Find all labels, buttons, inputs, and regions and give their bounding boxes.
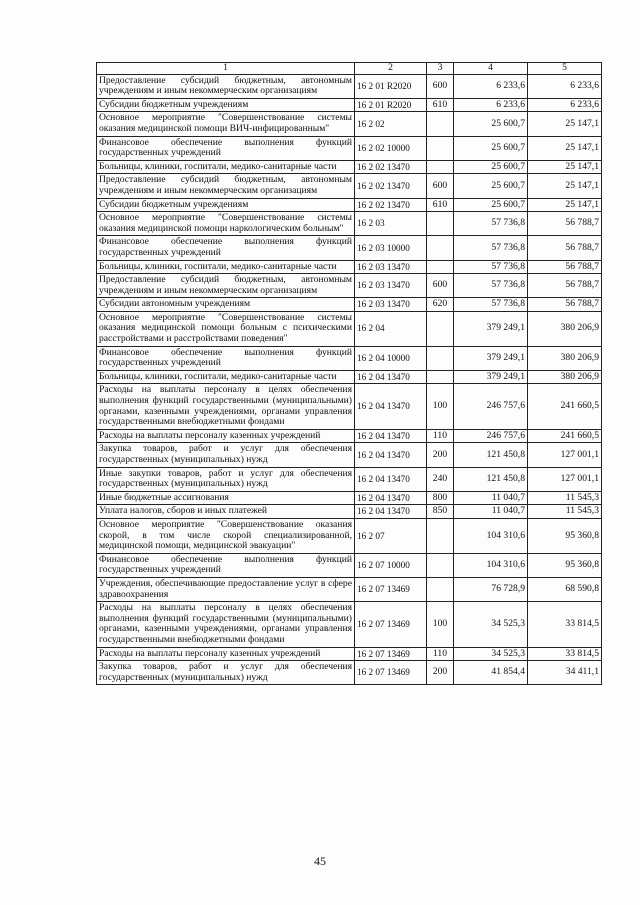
- row-expense-type-cell: 240: [427, 467, 454, 491]
- table-row: [97, 198, 602, 212]
- table-row: [97, 74, 602, 98]
- row-name-cell: Предоставление субсидий бюджетным, автономным учреждениям и иным некоммерческим организациям: [97, 274, 355, 298]
- row-name-cell: Иные бюджетные ассигнования: [97, 491, 355, 505]
- row-code-cell: 16 2 03 13470: [355, 298, 427, 312]
- col-header-name: 1: [97, 63, 355, 75]
- table-row: [97, 298, 602, 312]
- table-row: [97, 661, 602, 685]
- table-row: [97, 429, 602, 443]
- row-expense-type-cell: 850: [427, 505, 454, 519]
- row-code-cell: 16 2 04 13470: [355, 384, 427, 429]
- table-row: [97, 212, 602, 236]
- table-row: [97, 236, 602, 260]
- table-row: [97, 346, 602, 370]
- row-year2-amount-cell: 25 147,1: [528, 160, 602, 174]
- row-year1-amount-cell: 379 249,1: [454, 346, 528, 370]
- row-expense-type-cell: [427, 212, 454, 236]
- table-body: [97, 74, 602, 685]
- row-name-cell: Основное мероприятие "Совершенствование системы оказания медицинской помощи наркологическим больным": [97, 212, 355, 236]
- row-year2-amount-cell: 25 147,1: [528, 198, 602, 212]
- row-name-cell: Финансовое обеспечение выполнения функций государственных учреждений: [97, 346, 355, 370]
- budget-table: [96, 62, 602, 685]
- row-code-cell: 16 2 03 13470: [355, 274, 427, 298]
- row-code-cell: 16 2 07 13469: [355, 647, 427, 661]
- row-year2-amount-cell: 25 147,1: [528, 136, 602, 160]
- row-year2-amount-cell: 33 814,5: [528, 602, 602, 647]
- table-row: [97, 112, 602, 136]
- row-year2-amount-cell: 34 411,1: [528, 661, 602, 685]
- row-code-cell: 16 2 03: [355, 212, 427, 236]
- table-row: [97, 518, 602, 553]
- row-code-cell: 16 2 04 13470: [355, 370, 427, 384]
- row-name-cell: Субсидии бюджетным учреждениям: [97, 198, 355, 212]
- row-year1-amount-cell: 57 736,8: [454, 298, 528, 312]
- row-name-cell: Предоставление субсидий бюджетным, автономным учреждениям и иным некоммерческим организациям: [97, 174, 355, 198]
- row-name-cell: Расходы на выплаты персоналу в целях обеспечения выполнения функций государственными (муниципальными) органами, казенными учреждениями, органами управления государственными внебюджетными фондами: [97, 602, 355, 647]
- row-code-cell: 16 2 07 13469: [355, 577, 427, 601]
- table-row: [97, 136, 602, 160]
- row-year1-amount-cell: 76 728,9: [454, 577, 528, 601]
- row-name-cell: Расходы на выплаты персоналу в целях обеспечения выполнения функций государственными (муниципальными) органами, казенными учреждениями, органами управления государственными внебюджетными фондами: [97, 384, 355, 429]
- row-code-cell: 16 2 07: [355, 518, 427, 553]
- row-year1-amount-cell: 246 757,6: [454, 429, 528, 443]
- row-year1-amount-cell: 25 600,7: [454, 160, 528, 174]
- row-expense-type-cell: 610: [427, 98, 454, 112]
- table-row: [97, 98, 602, 112]
- col-header-code: 2: [355, 63, 427, 75]
- row-code-cell: 16 2 03 13470: [355, 260, 427, 274]
- row-year1-amount-cell: 25 600,7: [454, 112, 528, 136]
- row-expense-type-cell: [427, 260, 454, 274]
- row-code-cell: 16 2 02 10000: [355, 136, 427, 160]
- row-year2-amount-cell: 95 360,8: [528, 518, 602, 553]
- row-year2-amount-cell: 56 788,7: [528, 298, 602, 312]
- table-row: [97, 602, 602, 647]
- row-code-cell: 16 2 03 10000: [355, 236, 427, 260]
- row-expense-type-cell: [427, 160, 454, 174]
- row-expense-type-cell: 100: [427, 602, 454, 647]
- row-expense-type-cell: 610: [427, 198, 454, 212]
- row-code-cell: 16 2 02 13470: [355, 160, 427, 174]
- row-name-cell: Закупка товаров, работ и услуг для обеспечения государственных (муниципальных) нужд: [97, 661, 355, 685]
- row-name-cell: Финансовое обеспечение выполнения функций государственных учреждений: [97, 236, 355, 260]
- row-code-cell: 16 2 04 10000: [355, 346, 427, 370]
- row-year2-amount-cell: 56 788,7: [528, 212, 602, 236]
- row-year2-amount-cell: 33 814,5: [528, 647, 602, 661]
- row-year2-amount-cell: 68 590,8: [528, 577, 602, 601]
- row-expense-type-cell: 110: [427, 429, 454, 443]
- row-year1-amount-cell: 25 600,7: [454, 174, 528, 198]
- table-row: [97, 311, 602, 346]
- row-expense-type-cell: [427, 577, 454, 601]
- row-name-cell: Предоставление субсидий бюджетным, автономным учреждениям и иным некоммерческим организациям: [97, 74, 355, 98]
- row-name-cell: Субсидии бюджетным учреждениям: [97, 98, 355, 112]
- table-row: [97, 577, 602, 601]
- row-expense-type-cell: 600: [427, 174, 454, 198]
- row-name-cell: Основное мероприятие "Совершенствование системы оказания медицинской помощи ВИЧ-инфицированным": [97, 112, 355, 136]
- row-year1-amount-cell: 121 450,8: [454, 443, 528, 467]
- table-row: [97, 505, 602, 519]
- row-name-cell: Расходы на выплаты персоналу казенных учреждений: [97, 647, 355, 661]
- table-row: [97, 647, 602, 661]
- row-year1-amount-cell: 246 757,6: [454, 384, 528, 429]
- row-code-cell: 16 2 02 13470: [355, 198, 427, 212]
- row-year1-amount-cell: 25 600,7: [454, 136, 528, 160]
- row-name-cell: Больницы, клиники, госпитали, медико-санитарные части: [97, 260, 355, 274]
- row-code-cell: 16 2 04 13470: [355, 429, 427, 443]
- row-year1-amount-cell: 57 736,8: [454, 236, 528, 260]
- row-code-cell: 16 2 02 13470: [355, 174, 427, 198]
- row-name-cell: Закупка товаров, работ и услуг для обеспечения государственных (муниципальных) нужд: [97, 443, 355, 467]
- table-row: [97, 467, 602, 491]
- row-expense-type-cell: 200: [427, 661, 454, 685]
- row-expense-type-cell: [427, 236, 454, 260]
- row-year1-amount-cell: 11 040,7: [454, 505, 528, 519]
- row-year2-amount-cell: 56 788,7: [528, 260, 602, 274]
- row-expense-type-cell: [427, 112, 454, 136]
- page-number: 45: [314, 854, 326, 868]
- row-year1-amount-cell: 379 249,1: [454, 311, 528, 346]
- row-name-cell: Иные закупки товаров, работ и услуг для обеспечения государственных (муниципальных) нужд: [97, 467, 355, 491]
- row-expense-type-cell: 800: [427, 491, 454, 505]
- row-code-cell: 16 2 04 13470: [355, 467, 427, 491]
- row-year2-amount-cell: 11 545,3: [528, 491, 602, 505]
- row-expense-type-cell: [427, 136, 454, 160]
- col-header-year2: 5: [528, 63, 602, 75]
- row-year2-amount-cell: 56 788,7: [528, 274, 602, 298]
- row-code-cell: 16 2 02: [355, 112, 427, 136]
- row-year1-amount-cell: 34 525,3: [454, 602, 528, 647]
- table-header-row: [97, 63, 602, 75]
- table-row: [97, 160, 602, 174]
- row-year1-amount-cell: 57 736,8: [454, 212, 528, 236]
- row-expense-type-cell: [427, 553, 454, 577]
- row-code-cell: 16 2 07 13469: [355, 602, 427, 647]
- table-row: [97, 174, 602, 198]
- row-name-cell: Расходы на выплаты персоналу казенных учреждений: [97, 429, 355, 443]
- row-name-cell: Уплата налогов, сборов и иных платежей: [97, 505, 355, 519]
- col-header-expense-type: 3: [427, 63, 454, 75]
- table-row: [97, 370, 602, 384]
- table-row: [97, 491, 602, 505]
- table-row: [97, 553, 602, 577]
- row-year1-amount-cell: 11 040,7: [454, 491, 528, 505]
- row-year2-amount-cell: 380 206,9: [528, 311, 602, 346]
- row-expense-type-cell: 600: [427, 274, 454, 298]
- table-row: [97, 384, 602, 429]
- row-expense-type-cell: [427, 370, 454, 384]
- row-code-cell: 16 2 01 R2020: [355, 98, 427, 112]
- row-year1-amount-cell: 104 310,6: [454, 518, 528, 553]
- row-code-cell: 16 2 04 13470: [355, 491, 427, 505]
- row-name-cell: Основное мероприятие "Совершенствование оказания скорой, в том числе скорой специализированной, медицинской помощи, медицинской эвакуации": [97, 518, 355, 553]
- row-year1-amount-cell: 6 233,6: [454, 98, 528, 112]
- col-header-year1: 4: [454, 63, 528, 75]
- row-name-cell: Учреждения, обеспечивающие предоставление услуг в сфере здравоохранения: [97, 577, 355, 601]
- row-expense-type-cell: 110: [427, 647, 454, 661]
- row-name-cell: Финансовое обеспечение выполнения функций государственных учреждений: [97, 553, 355, 577]
- row-year2-amount-cell: 25 147,1: [528, 112, 602, 136]
- row-year2-amount-cell: 241 660,5: [528, 429, 602, 443]
- row-year2-amount-cell: 95 360,8: [528, 553, 602, 577]
- row-expense-type-cell: [427, 311, 454, 346]
- row-year2-amount-cell: 25 147,1: [528, 174, 602, 198]
- row-year1-amount-cell: 34 525,3: [454, 647, 528, 661]
- row-expense-type-cell: 600: [427, 74, 454, 98]
- row-year2-amount-cell: 127 001,1: [528, 443, 602, 467]
- row-code-cell: 16 2 07 10000: [355, 553, 427, 577]
- table-row: [97, 443, 602, 467]
- row-expense-type-cell: [427, 518, 454, 553]
- row-expense-type-cell: [427, 346, 454, 370]
- row-code-cell: 16 2 04 13470: [355, 505, 427, 519]
- row-expense-type-cell: 100: [427, 384, 454, 429]
- row-year2-amount-cell: 380 206,9: [528, 346, 602, 370]
- row-name-cell: Больницы, клиники, госпитали, медико-санитарные части: [97, 370, 355, 384]
- row-name-cell: Больницы, клиники, госпитали, медико-санитарные части: [97, 160, 355, 174]
- row-year2-amount-cell: 6 233,6: [528, 74, 602, 98]
- row-year1-amount-cell: 104 310,6: [454, 553, 528, 577]
- row-expense-type-cell: 200: [427, 443, 454, 467]
- row-year1-amount-cell: 25 600,7: [454, 198, 528, 212]
- row-code-cell: 16 2 04 13470: [355, 443, 427, 467]
- row-year1-amount-cell: 57 736,8: [454, 260, 528, 274]
- row-year1-amount-cell: 121 450,8: [454, 467, 528, 491]
- table-row: [97, 260, 602, 274]
- row-year1-amount-cell: 41 854,4: [454, 661, 528, 685]
- row-name-cell: Финансовое обеспечение выполнения функций государственных учреждений: [97, 136, 355, 160]
- table-row: [97, 274, 602, 298]
- row-year2-amount-cell: 11 545,3: [528, 505, 602, 519]
- row-year1-amount-cell: 6 233,6: [454, 74, 528, 98]
- row-year1-amount-cell: 57 736,8: [454, 274, 528, 298]
- row-year2-amount-cell: 127 001,1: [528, 467, 602, 491]
- row-code-cell: 16 2 01 R2020: [355, 74, 427, 98]
- row-year2-amount-cell: 56 788,7: [528, 236, 602, 260]
- row-expense-type-cell: 620: [427, 298, 454, 312]
- row-name-cell: Субсидии автономным учреждениям: [97, 298, 355, 312]
- row-code-cell: 16 2 07 13469: [355, 661, 427, 685]
- row-year2-amount-cell: 241 660,5: [528, 384, 602, 429]
- row-code-cell: 16 2 04: [355, 311, 427, 346]
- row-year2-amount-cell: 6 233,6: [528, 98, 602, 112]
- row-year2-amount-cell: 380 206,9: [528, 370, 602, 384]
- row-name-cell: Основное мероприятие "Совершенствование системы оказания медицинской помощи больным с психическими расстройствами и расстройствами поведения": [97, 311, 355, 346]
- row-year1-amount-cell: 379 249,1: [454, 370, 528, 384]
